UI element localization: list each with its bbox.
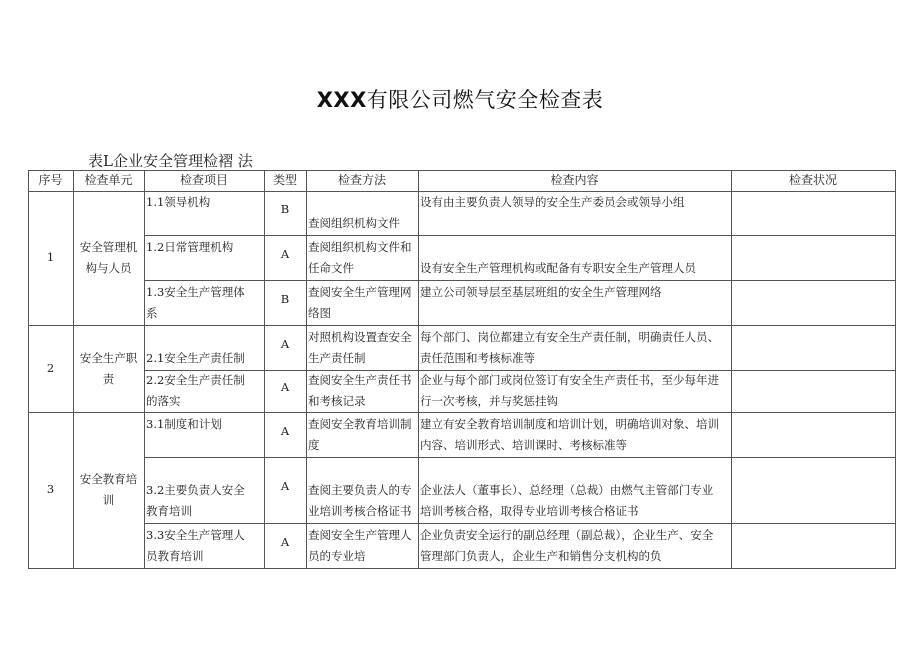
check-content-line	[420, 237, 731, 258]
check-content-line	[420, 303, 731, 324]
check-content-line: 建立有安全教育培训制度和培训计划，明确培训对象、培训	[420, 417, 719, 431]
check-content-line: 每个部门、岗位都建立有安全生产责任制，明确责任人员、	[420, 330, 719, 344]
check-content-line	[420, 213, 731, 234]
check-type: B	[280, 291, 290, 306]
check-item-line	[146, 258, 264, 279]
check-status-cell[interactable]	[731, 523, 895, 568]
check-item-line: 3.3安全生产管理人	[146, 528, 245, 542]
header-unit: 检查单元	[84, 173, 133, 187]
header-method: 检查方法	[337, 173, 386, 187]
check-content-line: 责任范围和考核标准等	[420, 351, 535, 365]
check-type: A	[280, 246, 290, 261]
check-content-line: 企业与每个部门或岗位签订有安全生产责任书，至少每年进	[420, 373, 719, 387]
check-method-line: 对照机构设置查安全	[308, 330, 412, 344]
check-item	[146, 325, 264, 370]
check-method	[308, 457, 418, 523]
group-unit	[73, 412, 144, 568]
check-type: A	[280, 534, 290, 549]
group-number: 2	[46, 360, 55, 375]
check-item	[146, 370, 264, 412]
check-content	[420, 235, 731, 280]
check-content	[420, 325, 731, 370]
check-item-line	[146, 435, 264, 456]
check-content	[420, 523, 731, 568]
check-item-line: 员教育培训	[146, 549, 204, 563]
check-item-line: 3.2主要负责人安全	[146, 483, 245, 497]
check-method	[308, 235, 418, 280]
group-number: 3	[46, 482, 55, 496]
group-unit-line: 训	[102, 493, 115, 507]
check-item-line: 2.1安全生产责任制	[146, 351, 245, 365]
check-method-line: 任命文件	[308, 261, 354, 275]
check-status-cell[interactable]	[731, 235, 895, 280]
check-content-line: 培训考核合格，取得专业培训考核合格证书	[420, 504, 639, 518]
check-method	[308, 370, 418, 412]
group-unit-line: 责	[102, 371, 115, 386]
check-item-line: 的落实	[146, 394, 181, 408]
check-type: A	[280, 380, 290, 394]
check-content-line: 设有安全生产管理机构或配备有专职安全生产管理人员	[420, 261, 696, 275]
check-status-cell[interactable]	[731, 191, 895, 235]
table-caption: 表L企业安全管理检褶 法	[88, 152, 253, 170]
check-method	[308, 325, 418, 370]
header-content: 检查内容	[550, 173, 599, 187]
column-divider	[306, 170, 307, 569]
check-method	[308, 523, 418, 568]
check-content-line: 企业法人（董事长）、总经理（总裁）由燃气主管部门专业	[420, 483, 714, 497]
check-item-line: 教育培训	[146, 504, 192, 518]
check-method-line: 查阅安全生产管理网	[308, 285, 412, 299]
check-method-line: 查阅组织机构文件和	[308, 240, 412, 254]
check-item-line: 2.2安全生产责任制	[146, 373, 245, 387]
check-content-line: 设有由主要负责人领导的安全生产委员会或领导小组	[420, 195, 685, 209]
column-divider	[418, 170, 419, 569]
check-method-line: 业培训考核合格证书	[308, 504, 412, 518]
check-method-line: 度	[308, 438, 320, 452]
check-content-line: 管理部门负责人，企业生产和销售分支机构的负	[420, 549, 662, 563]
check-method-line: 查阅安全生产责任书	[308, 373, 412, 387]
check-content-line: 企业负责安全运行的副总经理（副总裁），企业生产、安全	[420, 528, 714, 542]
check-method	[308, 280, 418, 325]
check-item	[146, 235, 264, 280]
group-number: 1	[46, 250, 55, 264]
group-unit	[73, 325, 144, 412]
check-type: A	[280, 336, 290, 351]
check-status-cell[interactable]	[731, 457, 895, 523]
check-item-line: 系	[146, 306, 158, 320]
check-method-line: 络图	[308, 306, 331, 320]
check-type: A	[280, 423, 290, 438]
check-method-line: 查阅安全教育培训制	[308, 417, 412, 431]
check-item	[146, 523, 264, 568]
check-item	[146, 280, 264, 325]
check-item-line: 1.3安全生产管理体	[146, 285, 245, 299]
check-method	[308, 412, 418, 457]
check-item-line: 1.2日常管理机构	[146, 240, 234, 254]
check-type: A	[280, 479, 290, 493]
header-seq: 序号	[38, 173, 63, 187]
check-method-line: 查阅组织机构文件	[308, 216, 400, 230]
table-bottom-border	[28, 568, 895, 569]
check-item-line: 3.1制度和计划	[146, 417, 222, 431]
check-status-cell[interactable]	[731, 325, 895, 370]
group-unit-line: 安全生产职	[79, 350, 138, 365]
check-method-line: 查阅安全生产管理人	[308, 528, 412, 542]
check-content	[420, 370, 731, 412]
check-method-line	[308, 192, 418, 213]
group-unit-line: 构与人员	[85, 261, 132, 275]
check-item	[146, 457, 264, 523]
check-content	[420, 457, 731, 523]
group-unit	[73, 191, 144, 325]
check-item-line: 1.1领导机构	[146, 195, 211, 209]
check-method	[308, 191, 418, 235]
header-status: 检查状况	[788, 173, 837, 187]
check-content-line: 行一次考核，并与奖惩挂钩	[420, 394, 558, 408]
check-status-cell[interactable]	[731, 370, 895, 412]
company-placeholder: XXX	[316, 88, 367, 112]
column-divider	[895, 170, 896, 569]
group-unit-line: 安全教育培	[79, 472, 138, 486]
check-status-cell[interactable]	[731, 280, 895, 325]
check-method-line: 查阅主要负责人的专	[308, 483, 412, 497]
check-content	[420, 412, 731, 457]
header-type: 类型	[272, 173, 297, 187]
check-item	[146, 191, 264, 235]
check-status-cell[interactable]	[731, 412, 895, 457]
column-divider	[144, 170, 145, 569]
check-content-line: 内容、培训形式、培训课时、考核标准等	[420, 438, 627, 452]
check-content	[420, 191, 731, 235]
check-item-line	[146, 213, 264, 234]
check-content-line: 建立公司领导层至基层班组的安全生产管理网络	[420, 285, 662, 299]
check-item	[146, 412, 264, 457]
check-method-line: 和考核记录	[308, 394, 366, 408]
title-text: 有限公司燃气安全检查表	[366, 88, 604, 112]
check-method-line: 员的专业培	[308, 549, 366, 563]
header-item: 检查项目	[179, 173, 228, 187]
check-type: B	[280, 202, 290, 216]
group-unit-line: 安全管理机	[79, 240, 138, 254]
check-method-line: 生产责任制	[308, 351, 366, 365]
check-item-line	[146, 327, 264, 348]
check-content	[420, 280, 731, 325]
document-title	[0, 84, 920, 114]
